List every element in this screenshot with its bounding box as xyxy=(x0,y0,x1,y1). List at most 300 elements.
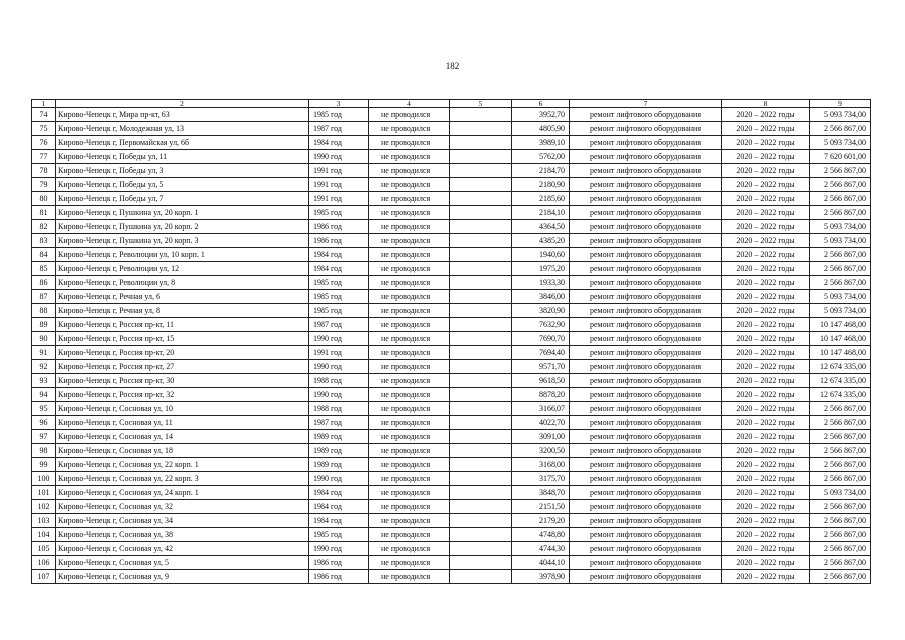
year-cell: 1991 год xyxy=(309,192,369,206)
year-cell: 1985 год xyxy=(309,206,369,220)
area-cell: 3846,00 xyxy=(512,290,570,304)
empty-cell xyxy=(450,570,512,584)
address-cell: Кирово-Чепецк г, Россия пр-кт, 32 xyxy=(56,388,309,402)
row-number: 87 xyxy=(32,290,56,304)
area-cell: 7694,40 xyxy=(512,346,570,360)
address-cell: Кирово-Чепецк г, Сосновая ул, 42 xyxy=(56,542,309,556)
work-type-cell: ремонт лифтового оборудования xyxy=(570,136,722,150)
empty-cell xyxy=(450,458,512,472)
overhaul-cell: не проводился xyxy=(369,318,450,332)
period-cell: 2020 – 2022 годы xyxy=(722,514,810,528)
work-type-cell: ремонт лифтового оборудования xyxy=(570,276,722,290)
cost-cell: 10 147 468,00 xyxy=(810,318,871,332)
cost-cell: 2 566 867,00 xyxy=(810,430,871,444)
empty-cell xyxy=(450,402,512,416)
work-type-cell: ремонт лифтового оборудования xyxy=(570,178,722,192)
overhaul-cell: не проводился xyxy=(369,220,450,234)
year-cell: 1985 год xyxy=(309,290,369,304)
period-cell: 2020 – 2022 годы xyxy=(722,570,810,584)
overhaul-cell: не проводился xyxy=(369,346,450,360)
table-row xyxy=(32,570,871,584)
work-type-cell: ремонт лифтового оборудования xyxy=(570,220,722,234)
area-cell: 3200,50 xyxy=(512,444,570,458)
empty-cell xyxy=(450,304,512,318)
overhaul-cell: не проводился xyxy=(369,458,450,472)
year-cell: 1987 год xyxy=(309,122,369,136)
work-type-cell: ремонт лифтового оборудования xyxy=(570,122,722,136)
work-type-cell: ремонт лифтового оборудования xyxy=(570,458,722,472)
table-row xyxy=(32,542,871,556)
table-row xyxy=(32,374,871,388)
area-cell: 8878,20 xyxy=(512,388,570,402)
table-row xyxy=(32,332,871,346)
work-type-cell: ремонт лифтового оборудования xyxy=(570,388,722,402)
work-type-cell: ремонт лифтового оборудования xyxy=(570,360,722,374)
area-cell: 9618,50 xyxy=(512,374,570,388)
period-cell: 2020 – 2022 годы xyxy=(722,164,810,178)
overhaul-cell: не проводился xyxy=(369,556,450,570)
empty-cell xyxy=(450,514,512,528)
period-cell: 2020 – 2022 годы xyxy=(722,332,810,346)
year-cell: 1987 год xyxy=(309,416,369,430)
cost-cell: 10 147 468,00 xyxy=(810,346,871,360)
row-number: 78 xyxy=(32,164,56,178)
address-cell: Кирово-Чепецк г, Сосновая ул, 5 xyxy=(56,556,309,570)
empty-cell xyxy=(450,248,512,262)
row-number: 90 xyxy=(32,332,56,346)
overhaul-cell: не проводился xyxy=(369,150,450,164)
row-number: 92 xyxy=(32,360,56,374)
overhaul-cell: не проводился xyxy=(369,276,450,290)
work-type-cell: ремонт лифтового оборудования xyxy=(570,248,722,262)
table-row xyxy=(32,108,871,122)
overhaul-cell: не проводился xyxy=(369,164,450,178)
address-cell: Кирово-Чепецк г, Сосновая ул, 14 xyxy=(56,430,309,444)
column-number: 1 xyxy=(32,100,56,108)
overhaul-cell: не проводился xyxy=(369,472,450,486)
work-type-cell: ремонт лифтового оборудования xyxy=(570,486,722,500)
column-number: 6 xyxy=(512,100,570,108)
cost-cell: 5 093 734,00 xyxy=(810,108,871,122)
cost-cell: 5 093 734,00 xyxy=(810,304,871,318)
overhaul-cell: не проводился xyxy=(369,234,450,248)
table-row xyxy=(32,122,871,136)
row-number: 94 xyxy=(32,388,56,402)
row-number: 77 xyxy=(32,150,56,164)
overhaul-cell: не проводился xyxy=(369,108,450,122)
empty-cell xyxy=(450,374,512,388)
table-row xyxy=(32,304,871,318)
cost-cell: 7 620 601,00 xyxy=(810,150,871,164)
cost-cell: 5 093 734,00 xyxy=(810,220,871,234)
period-cell: 2020 – 2022 годы xyxy=(722,458,810,472)
area-cell: 2180,90 xyxy=(512,178,570,192)
year-cell: 1984 год xyxy=(309,248,369,262)
table-row xyxy=(32,360,871,374)
table-row xyxy=(32,248,871,262)
cost-cell: 5 093 734,00 xyxy=(810,234,871,248)
empty-cell xyxy=(450,206,512,220)
row-number: 95 xyxy=(32,402,56,416)
empty-cell xyxy=(450,500,512,514)
work-type-cell: ремонт лифтового оборудования xyxy=(570,206,722,220)
empty-cell xyxy=(450,332,512,346)
row-number: 86 xyxy=(32,276,56,290)
overhaul-cell: не проводился xyxy=(369,262,450,276)
address-cell: Кирово-Чепецк г, Россия пр-кт, 15 xyxy=(56,332,309,346)
table-row xyxy=(32,318,871,332)
row-number: 79 xyxy=(32,178,56,192)
table-row xyxy=(32,444,871,458)
empty-cell xyxy=(450,416,512,430)
work-type-cell: ремонт лифтового оборудования xyxy=(570,262,722,276)
address-cell: Кирово-Чепецк г, Революции ул, 8 xyxy=(56,276,309,290)
overhaul-cell: не проводился xyxy=(369,444,450,458)
period-cell: 2020 – 2022 годы xyxy=(722,136,810,150)
overhaul-cell: не проводился xyxy=(369,360,450,374)
overhaul-cell: не проводился xyxy=(369,486,450,500)
work-type-cell: ремонт лифтового оборудования xyxy=(570,318,722,332)
work-type-cell: ремонт лифтового оборудования xyxy=(570,234,722,248)
area-cell: 3820,90 xyxy=(512,304,570,318)
overhaul-cell: не проводился xyxy=(369,304,450,318)
address-cell: Кирово-Чепецк г, Сосновая ул, 32 xyxy=(56,500,309,514)
work-type-cell: ремонт лифтового оборудования xyxy=(570,150,722,164)
address-cell: Кирово-Чепецк г, Сосновая ул, 18 xyxy=(56,444,309,458)
empty-cell xyxy=(450,472,512,486)
row-number: 100 xyxy=(32,472,56,486)
table-row xyxy=(32,192,871,206)
overhaul-cell: не проводился xyxy=(369,178,450,192)
overhaul-cell: не проводился xyxy=(369,248,450,262)
year-cell: 1986 год xyxy=(309,234,369,248)
address-cell: Кирово-Чепецк г, Молодежная ул, 13 xyxy=(56,122,309,136)
area-cell: 4022,70 xyxy=(512,416,570,430)
row-number: 104 xyxy=(32,528,56,542)
table-row xyxy=(32,262,871,276)
work-type-cell: ремонт лифтового оборудования xyxy=(570,514,722,528)
overhaul-cell: не проводился xyxy=(369,290,450,304)
work-type-cell: ремонт лифтового оборудования xyxy=(570,290,722,304)
area-cell: 4364,50 xyxy=(512,220,570,234)
cost-cell: 2 566 867,00 xyxy=(810,276,871,290)
work-type-cell: ремонт лифтового оборудования xyxy=(570,570,722,584)
year-cell: 1985 год xyxy=(309,108,369,122)
column-number: 3 xyxy=(309,100,369,108)
period-cell: 2020 – 2022 годы xyxy=(722,290,810,304)
address-cell: Кирово-Чепецк г, Пушкина ул, 20 корп. 3 xyxy=(56,234,309,248)
empty-cell xyxy=(450,430,512,444)
address-cell: Кирово-Чепецк г, Победы ул, 5 xyxy=(56,178,309,192)
table-row xyxy=(32,164,871,178)
row-number: 81 xyxy=(32,206,56,220)
period-cell: 2020 – 2022 годы xyxy=(722,556,810,570)
area-cell: 4385,20 xyxy=(512,234,570,248)
year-cell: 1984 год xyxy=(309,486,369,500)
year-cell: 1988 год xyxy=(309,402,369,416)
area-cell: 2184,10 xyxy=(512,206,570,220)
area-cell: 3175,70 xyxy=(512,472,570,486)
overhaul-cell: не проводился xyxy=(369,500,450,514)
empty-cell xyxy=(450,192,512,206)
area-cell: 2179,20 xyxy=(512,514,570,528)
row-number: 80 xyxy=(32,192,56,206)
row-number: 105 xyxy=(32,542,56,556)
row-number: 107 xyxy=(32,570,56,584)
column-number: 8 xyxy=(722,100,810,108)
work-type-cell: ремонт лифтового оборудования xyxy=(570,108,722,122)
address-cell: Кирово-Чепецк г, Революции ул, 10 корп. 1 xyxy=(56,248,309,262)
row-number: 93 xyxy=(32,374,56,388)
address-cell: Кирово-Чепецк г, Сосновая ул, 10 xyxy=(56,402,309,416)
table-row xyxy=(32,290,871,304)
area-cell: 7632,90 xyxy=(512,318,570,332)
year-cell: 1984 год xyxy=(309,514,369,528)
row-number: 91 xyxy=(32,346,56,360)
address-cell: Кирово-Чепецк г, Речная ул, 8 xyxy=(56,304,309,318)
row-number: 83 xyxy=(32,234,56,248)
cost-cell: 2 566 867,00 xyxy=(810,570,871,584)
area-cell: 7690,70 xyxy=(512,332,570,346)
work-type-cell: ремонт лифтового оборудования xyxy=(570,444,722,458)
table-body xyxy=(32,100,871,584)
overhaul-cell: не проводился xyxy=(369,402,450,416)
page-number: 182 xyxy=(445,61,460,71)
period-cell: 2020 – 2022 годы xyxy=(722,500,810,514)
column-number: 9 xyxy=(810,100,871,108)
row-number: 97 xyxy=(32,430,56,444)
table-row xyxy=(32,178,871,192)
work-type-cell: ремонт лифтового оборудования xyxy=(570,304,722,318)
period-cell: 2020 – 2022 годы xyxy=(722,542,810,556)
address-cell: Кирово-Чепецк г, Мира пр-кт, 63 xyxy=(56,108,309,122)
table-row xyxy=(32,402,871,416)
area-cell: 2151,50 xyxy=(512,500,570,514)
cost-cell: 12 674 335,00 xyxy=(810,360,871,374)
year-cell: 1990 год xyxy=(309,542,369,556)
overhaul-cell: не проводился xyxy=(369,136,450,150)
column-number-row xyxy=(32,100,871,108)
cost-cell: 5 093 734,00 xyxy=(810,136,871,150)
work-type-cell: ремонт лифтового оборудования xyxy=(570,192,722,206)
area-cell: 9571,70 xyxy=(512,360,570,374)
cost-cell: 2 566 867,00 xyxy=(810,178,871,192)
table-row xyxy=(32,500,871,514)
empty-cell xyxy=(450,136,512,150)
address-cell: Кирово-Чепецк г, Сосновая ул, 11 xyxy=(56,416,309,430)
period-cell: 2020 – 2022 годы xyxy=(722,318,810,332)
empty-cell xyxy=(450,220,512,234)
empty-cell xyxy=(450,234,512,248)
address-cell: Кирово-Чепецк г, Россия пр-кт, 11 xyxy=(56,318,309,332)
row-number: 103 xyxy=(32,514,56,528)
period-cell: 2020 – 2022 годы xyxy=(722,248,810,262)
row-number: 74 xyxy=(32,108,56,122)
empty-cell xyxy=(450,276,512,290)
area-cell: 1940,60 xyxy=(512,248,570,262)
cost-cell: 2 566 867,00 xyxy=(810,472,871,486)
empty-cell xyxy=(450,486,512,500)
year-cell: 1984 год xyxy=(309,136,369,150)
work-type-cell: ремонт лифтового оборудования xyxy=(570,332,722,346)
table-row xyxy=(32,150,871,164)
cost-cell: 2 566 867,00 xyxy=(810,206,871,220)
row-number: 84 xyxy=(32,248,56,262)
year-cell: 1990 год xyxy=(309,360,369,374)
address-cell: Кирово-Чепецк г, Сосновая ул, 22 корп. 1 xyxy=(56,458,309,472)
period-cell: 2020 – 2022 годы xyxy=(722,220,810,234)
area-cell: 4748,80 xyxy=(512,528,570,542)
area-cell: 3166,07 xyxy=(512,402,570,416)
period-cell: 2020 – 2022 годы xyxy=(722,206,810,220)
area-cell: 2185,60 xyxy=(512,192,570,206)
year-cell: 1984 год xyxy=(309,262,369,276)
overhaul-cell: не проводился xyxy=(369,528,450,542)
row-number: 89 xyxy=(32,318,56,332)
year-cell: 1985 год xyxy=(309,304,369,318)
work-type-cell: ремонт лифтового оборудования xyxy=(570,472,722,486)
period-cell: 2020 – 2022 годы xyxy=(722,416,810,430)
address-cell: Кирово-Чепецк г, Революции ул, 12 xyxy=(56,262,309,276)
table-row xyxy=(32,346,871,360)
column-number: 4 xyxy=(369,100,450,108)
period-cell: 2020 – 2022 годы xyxy=(722,262,810,276)
empty-cell xyxy=(450,444,512,458)
cost-cell: 2 566 867,00 xyxy=(810,542,871,556)
period-cell: 2020 – 2022 годы xyxy=(722,234,810,248)
period-cell: 2020 – 2022 годы xyxy=(722,374,810,388)
year-cell: 1986 год xyxy=(309,570,369,584)
cost-cell: 2 566 867,00 xyxy=(810,444,871,458)
work-type-cell: ремонт лифтового оборудования xyxy=(570,416,722,430)
area-cell: 5762,00 xyxy=(512,150,570,164)
area-cell: 1975,20 xyxy=(512,262,570,276)
empty-cell xyxy=(450,542,512,556)
row-number: 98 xyxy=(32,444,56,458)
year-cell: 1984 год xyxy=(309,500,369,514)
table-row xyxy=(32,206,871,220)
area-cell: 4805,90 xyxy=(512,122,570,136)
work-type-cell: ремонт лифтового оборудования xyxy=(570,556,722,570)
overhaul-cell: не проводился xyxy=(369,416,450,430)
row-number: 102 xyxy=(32,500,56,514)
buildings-table xyxy=(31,99,871,584)
work-type-cell: ремонт лифтового оборудования xyxy=(570,542,722,556)
empty-cell xyxy=(450,318,512,332)
overhaul-cell: не проводился xyxy=(369,122,450,136)
period-cell: 2020 – 2022 годы xyxy=(722,150,810,164)
overhaul-cell: не проводился xyxy=(369,430,450,444)
overhaul-cell: не проводился xyxy=(369,542,450,556)
area-cell: 4744,30 xyxy=(512,542,570,556)
table-row xyxy=(32,472,871,486)
year-cell: 1990 год xyxy=(309,332,369,346)
empty-cell xyxy=(450,346,512,360)
overhaul-cell: не проводился xyxy=(369,192,450,206)
empty-cell xyxy=(450,122,512,136)
cost-cell: 2 566 867,00 xyxy=(810,402,871,416)
cost-cell: 2 566 867,00 xyxy=(810,164,871,178)
row-number: 76 xyxy=(32,136,56,150)
column-number: 7 xyxy=(570,100,722,108)
address-cell: Кирово-Чепецк г, Сосновая ул, 22 корп. 3 xyxy=(56,472,309,486)
table-row xyxy=(32,458,871,472)
area-cell: 4044,10 xyxy=(512,556,570,570)
table-row xyxy=(32,486,871,500)
work-type-cell: ремонт лифтового оборудования xyxy=(570,528,722,542)
period-cell: 2020 – 2022 годы xyxy=(722,108,810,122)
overhaul-cell: не проводился xyxy=(369,514,450,528)
year-cell: 1986 год xyxy=(309,220,369,234)
area-cell: 3848,70 xyxy=(512,486,570,500)
area-cell: 3952,70 xyxy=(512,108,570,122)
work-type-cell: ремонт лифтового оборудования xyxy=(570,164,722,178)
row-number: 96 xyxy=(32,416,56,430)
cost-cell: 2 566 867,00 xyxy=(810,416,871,430)
table-row xyxy=(32,220,871,234)
empty-cell xyxy=(450,290,512,304)
empty-cell xyxy=(450,178,512,192)
address-cell: Кирово-Чепецк г, Речная ул, 6 xyxy=(56,290,309,304)
cost-cell: 12 674 335,00 xyxy=(810,388,871,402)
period-cell: 2020 – 2022 годы xyxy=(722,430,810,444)
address-cell: Кирово-Чепецк г, Первомайская ул, 6б xyxy=(56,136,309,150)
overhaul-cell: не проводился xyxy=(369,388,450,402)
table-row xyxy=(32,430,871,444)
address-cell: Кирово-Чепецк г, Сосновая ул, 24 корп. 1 xyxy=(56,486,309,500)
column-number: 2 xyxy=(56,100,309,108)
row-number: 101 xyxy=(32,486,56,500)
row-number: 88 xyxy=(32,304,56,318)
period-cell: 2020 – 2022 годы xyxy=(722,388,810,402)
empty-cell xyxy=(450,150,512,164)
cost-cell: 12 674 335,00 xyxy=(810,374,871,388)
cost-cell: 2 566 867,00 xyxy=(810,528,871,542)
year-cell: 1991 год xyxy=(309,164,369,178)
table-row xyxy=(32,388,871,402)
year-cell: 1990 год xyxy=(309,472,369,486)
address-cell: Кирово-Чепецк г, Победы ул, 7 xyxy=(56,192,309,206)
year-cell: 1990 год xyxy=(309,388,369,402)
cost-cell: 2 566 867,00 xyxy=(810,500,871,514)
period-cell: 2020 – 2022 годы xyxy=(722,402,810,416)
cost-cell: 5 093 734,00 xyxy=(810,290,871,304)
year-cell: 1990 год xyxy=(309,150,369,164)
table-row xyxy=(32,528,871,542)
period-cell: 2020 – 2022 годы xyxy=(722,360,810,374)
area-cell: 1933,30 xyxy=(512,276,570,290)
table-row xyxy=(32,416,871,430)
year-cell: 1989 год xyxy=(309,444,369,458)
period-cell: 2020 – 2022 годы xyxy=(722,122,810,136)
year-cell: 1991 год xyxy=(309,346,369,360)
empty-cell xyxy=(450,528,512,542)
work-type-cell: ремонт лифтового оборудования xyxy=(570,346,722,360)
overhaul-cell: не проводился xyxy=(369,374,450,388)
address-cell: Кирово-Чепецк г, Победы ул, 3 xyxy=(56,164,309,178)
year-cell: 1986 год xyxy=(309,556,369,570)
cost-cell: 2 566 867,00 xyxy=(810,556,871,570)
cost-cell: 2 566 867,00 xyxy=(810,458,871,472)
work-type-cell: ремонт лифтового оборудования xyxy=(570,430,722,444)
row-number: 106 xyxy=(32,556,56,570)
period-cell: 2020 – 2022 годы xyxy=(722,486,810,500)
address-cell: Кирово-Чепецк г, Пушкина ул, 20 корп. 2 xyxy=(56,220,309,234)
empty-cell xyxy=(450,360,512,374)
work-type-cell: ремонт лифтового оборудования xyxy=(570,500,722,514)
cost-cell: 5 093 734,00 xyxy=(810,486,871,500)
table-row xyxy=(32,136,871,150)
